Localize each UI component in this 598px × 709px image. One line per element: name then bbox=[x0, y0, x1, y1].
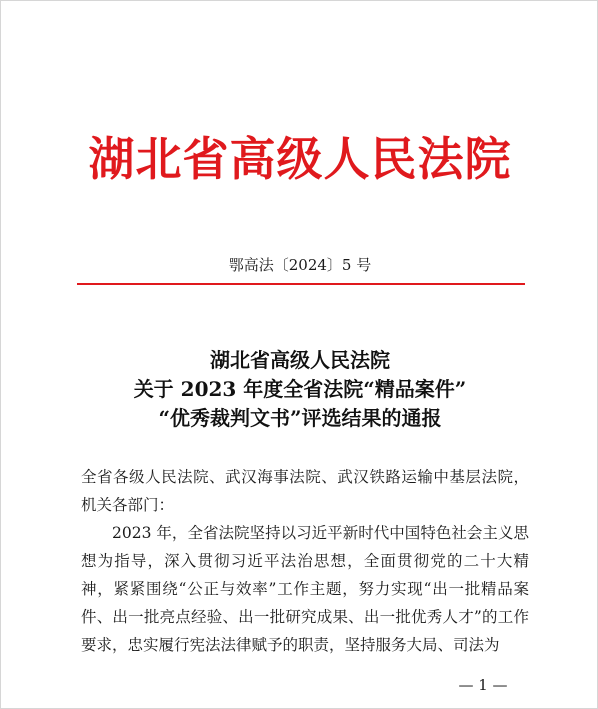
notice-title-line-1: 湖北省高级人民法院 bbox=[210, 348, 390, 372]
recipients-paragraph: 全省各级人民法院、武汉海事法院、武汉铁路运输中基层法院，机关各部门： bbox=[81, 468, 529, 514]
notice-title-line-3: “优秀裁判文书”评选结果的通报 bbox=[158, 406, 442, 430]
document-body bbox=[81, 463, 529, 659]
document-number: 鄂高法〔2024〕5 号 bbox=[228, 256, 372, 274]
page-number: — 1 — bbox=[458, 676, 508, 694]
notice-title-line-2: 关于 2023 年度全省法院“精品案件” bbox=[133, 377, 467, 401]
red-separator-line bbox=[77, 283, 525, 285]
notice-title bbox=[1, 346, 598, 433]
issuing-authority-header: 湖北省高级人民法院 bbox=[88, 132, 512, 186]
body-paragraph-1: 2023 年，全省法院坚持以习近平新时代中国特色社会主义思想为指导，深入贯彻习近平法治思想，全面贯彻党的二十大精神，紧紧围绕“公正与效率”工作主题，努力实现“出一批精品案件、出一批亮点经验、出一批研究成果、出一批优秀人才”的工作要求，忠实履行宪法法律赋予的职责，坚持服务大局、司法为 bbox=[81, 524, 529, 654]
